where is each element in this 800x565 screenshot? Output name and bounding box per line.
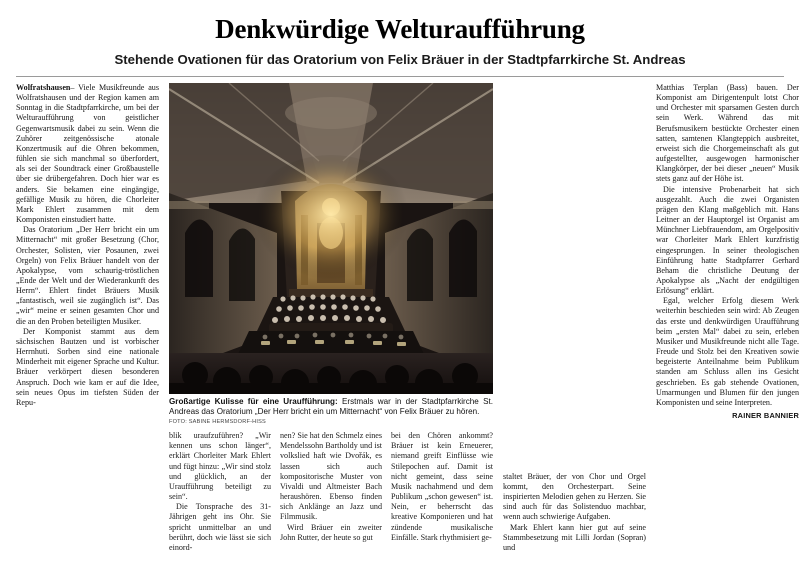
paragraph: Die intensive Probenarbeit hat sich ausgezahlt. Auch die zwei Organisten prägen den Klang maßgeblich mit. Hans Leitner an der Hauptorgel ist Organist am Münchner Liebfrauendom, am Orgelpositiv war Chorleiter Mark Ehlert kurzfristig eingesprungen. In seiner theologischen Einführung hatte Stadtpfarrer Gerhard Beham die christliche Deutung der Apokalypse als „Nacht der endgültigen Erlösung“ erklärt. (656, 184, 799, 296)
church-concert-photo (169, 83, 493, 394)
column-2 (169, 431, 271, 553)
paragraph (16, 83, 159, 225)
column-4 (391, 431, 493, 553)
photo-caption (169, 397, 493, 417)
page-subtitle: Stehende Ovationen für das Oratorium von Felix Bräuer in der Stadtpfarrkirche St. Andreas (114, 52, 686, 67)
paragraph-text: – Viele Musikfreunde aus Wolfratshausen und der Region kamen am Sonntag in die Stadtpfarrkirche, um bei der Welturaufführung von geistlicher Gegenwartsmusik dabei zu sein. Wenn die Zuhörer zeitgenössische atonale Konzertmusik auf die Ohren bekommen, fühlen sie sich manchmal so überfordert, als sei der Soundtrack einer Großbaustelle über sie drübergefahren. Doch hier war es anders. Sie bekamen eine eingängige, gefällige Musik zu hören, die Chorleiter Mark Ehlert zusammen mit dem Komponisten einstudiert hatte. (16, 83, 159, 225)
header-divider (16, 76, 784, 77)
center-text-columns (169, 431, 493, 553)
photo-graphic (169, 83, 493, 394)
column-left (16, 83, 159, 553)
column-3 (280, 431, 382, 553)
paragraph: Das Oratorium „Der Herr bricht ein um Mitternacht“ mit großer Besetzung (Chor, Orchester, Solisten, vier Posaunen, zwei Orgeln) von Felix Bräuer handelt von der Apokalypse, vom schaurig-tröstlichen „Ende der Welt und der Wiederankunft des Herrn“. Ehlert findet Bräuers Musik „fantastisch, weil sie zugänglich ist“. Das „wir“ meine er seinen gesamten Chor und die an den Proben beteiligten Musiker. (16, 225, 159, 326)
page-title: Denkwürdige Welturaufführung (215, 14, 585, 44)
paragraph: Wird Bräuer ein zweiter John Rutter, der heute so gut (280, 522, 382, 542)
paragraph: Der Komponist stammt aus dem sächsischen Bautzen und ist vorbischer Herrnhuti. Sorben sind eine nationale Minderheit mit eigener Sprache und Kultur. Bräuer verkörpert diesen besonderen Anspruch. Doch wie kam er auf die Idee, sein neues Opus im tiefsten Süden der Repu- (16, 326, 159, 407)
byline: RAINER BANNIER (732, 411, 799, 420)
photo-credit: FOTO: SABINE HERMSDORF-HISS (169, 419, 266, 426)
paragraph: Mark Ehlert kann hier gut auf seine Stammbesetzung mit Lilli Jordan (Sopran) und (503, 522, 646, 552)
caption-text: Erstmals war in der Stadtpfarrkirche St. Andreas das Oratorium „Der Herr bricht ein um Mitternacht“ von Felix Bräuer zu hören. (169, 396, 493, 417)
column-5 (503, 83, 646, 553)
paragraph: blik uraufzuführen? „Wir kennen uns schon länger“, erklärt Chorleiter Mark Ehlert und fügt hinzu: „Wir sind stolz und glücklich, an der Uraufführung beteiligt zu sein“. (169, 431, 271, 502)
paragraph: nen? Sie hat den Schmelz eines Mendelssohn Bartholdy und ist volkslied haft wie Dvořák, es lassen sich auch kompositorische Muster von Vivaldi und Altmeister Bach heraushören. Ebenso finden sich Anklänge an Jazz und Filmmusik. (280, 431, 382, 522)
paragraph: staltet Bräuer, der von Chor und Orgel kommt, den Orchesterpart. Seine inspirierten Melodien gehen zu Herzen. Sie sind auch für das Solistenduo machbar, wenn auch schwierige Aufgaben. (503, 471, 646, 522)
dateline: Wolfratshausen (16, 83, 71, 92)
caption-lead: Großartige Kulisse für eine Uraufführung: (169, 396, 338, 406)
paragraph: Die Tonsprache des 31-Jährigen geht ins Ohr. Sie spricht unmittelbar an und berührt, doch wie lässt sie sich einord- (169, 502, 271, 552)
paragraph: bei den Chören ankommt? Bräuer ist kein Erneuerer, niemand greift Einflüsse wie Stilepochen auf. Damit ist nicht gemeint, dass seine Musik nachahmend und dem Publikum „schon gewesen“ ist. Nein, er beherrscht das kreative Komponieren und hat zündende musikalische Einfälle. Stark rhythmisiert ge- (391, 431, 493, 542)
column-right (656, 83, 799, 553)
center-block (169, 83, 493, 553)
article-columns (16, 83, 799, 553)
paragraph: Matthias Terplan (Bass) bauen. Der Komponist am Dirigentenpult lotst Chor und Orchester mit sparsamen Gesten durch sein Werk. Während das mit Berufsmusikern bestückte Orchester einen satten, samtenen Klangteppich ausbreitet, erweist sich die Chorgemeinschaft als gut aufgestellter, ausgewogen harmonischer Klangkörper, der bei dieser „neuen“ Musik stets ganz auf der Höhe ist. (656, 83, 799, 184)
paragraph: Egal, welcher Erfolg diesem Werk weiterhin beschieden sein wird: Ab Zeugen das erste und denkwürdigen Uraufführung beim „ersten Mal“ dabei zu sein, erleben Musiker und Musikfreunde nicht alle Tage. Freude und Stolz bei den Kreativen sowie begeisterte Anteilnahme beim Publikum standen am Schluss allen ins Gesicht geschrieben. Es gab stehende Ovationen, Umarmungen und Blumen für den jungen Komponisten und seine Interpreten. (656, 296, 799, 407)
